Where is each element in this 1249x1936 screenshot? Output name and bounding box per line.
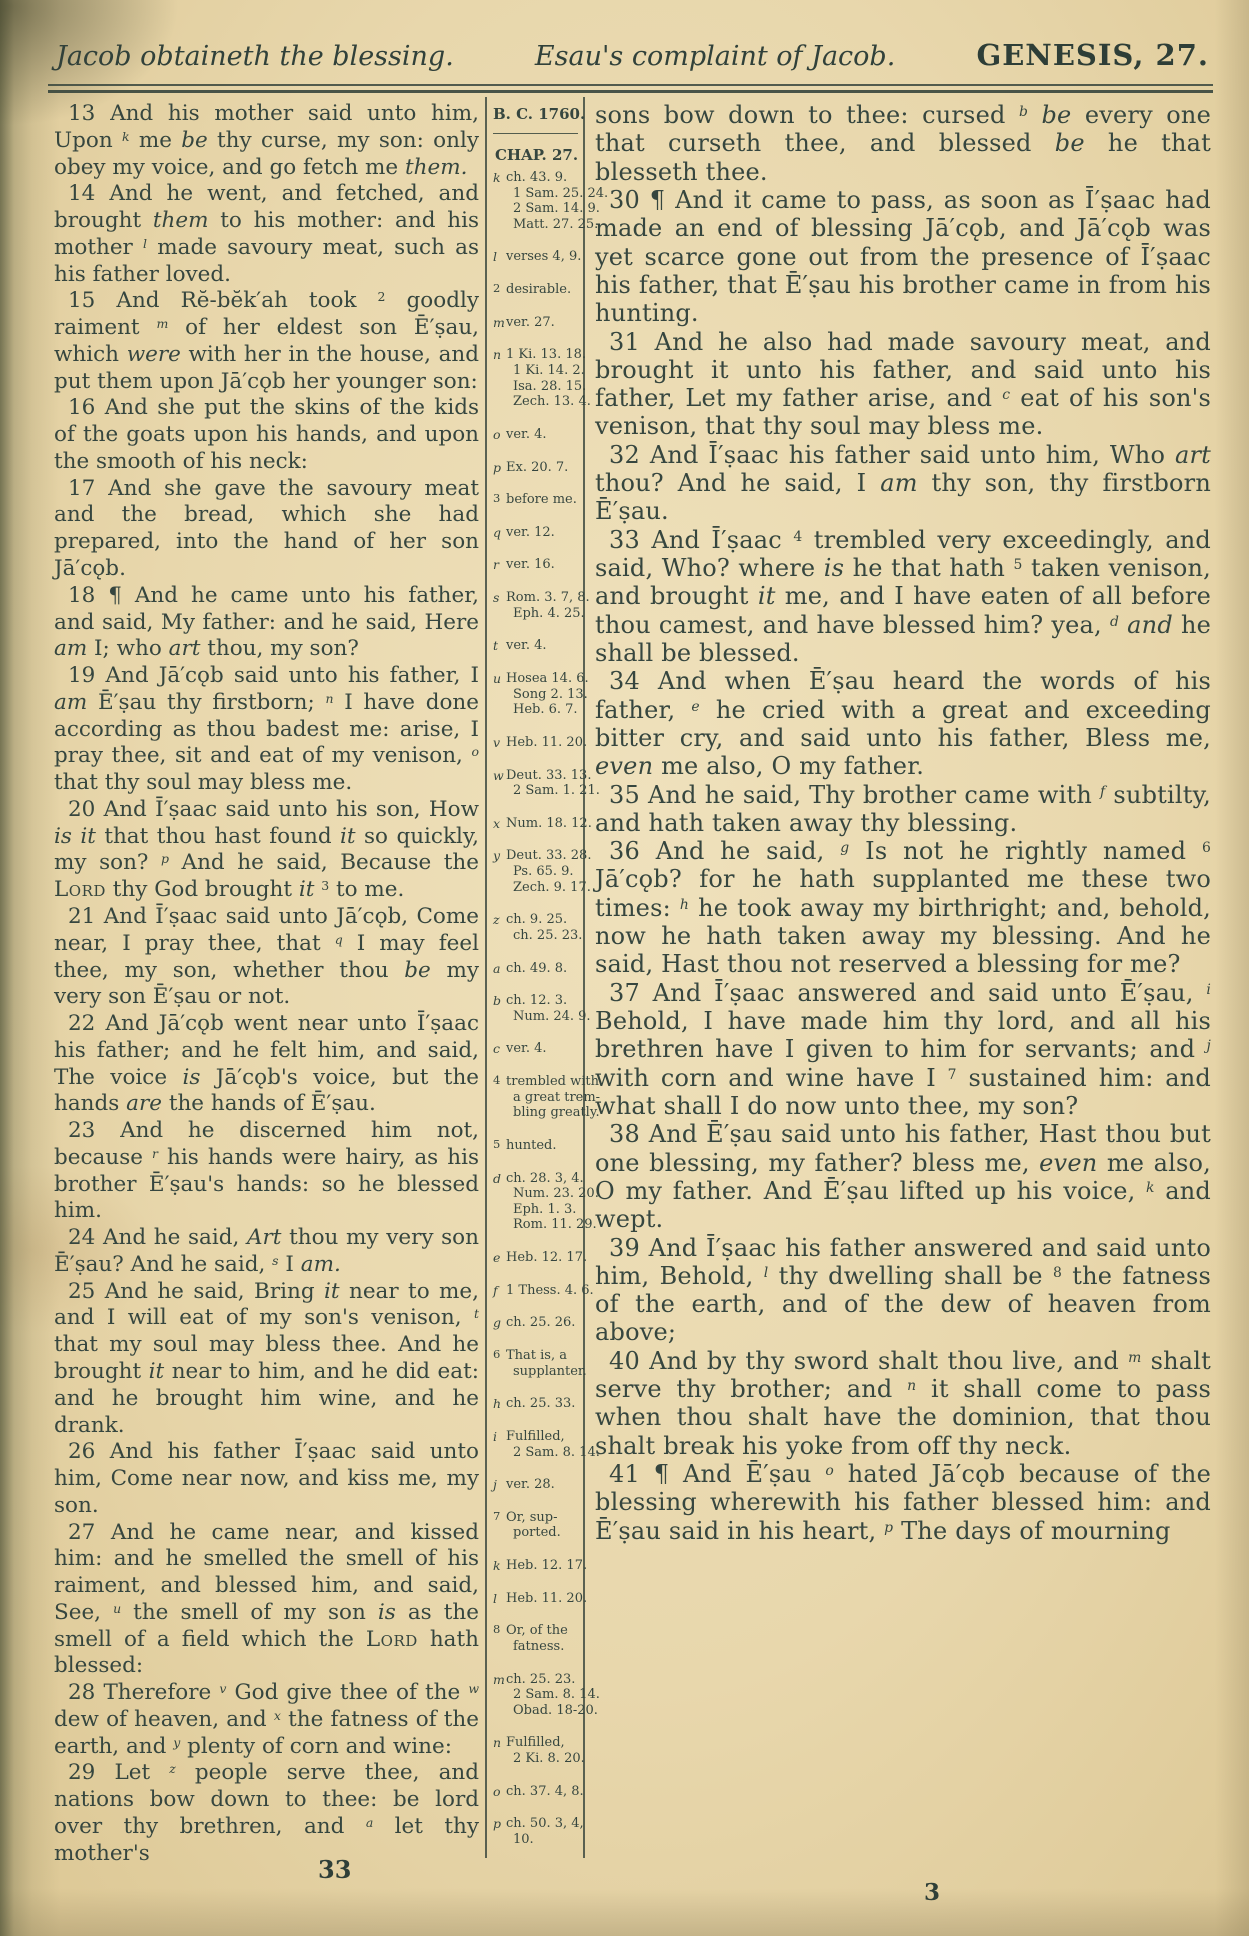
reference-mark: s [272,1252,279,1268]
reference-text: Ex. 20. 7. [506,459,569,475]
text-segment: is it [54,823,96,849]
reference-mark: l [143,235,148,251]
verse-number: 19 [68,663,106,689]
reference-entry-r [493,557,580,573]
reference-entry-8 [493,1623,580,1654]
verse-18: 18 ¶ And he came unto his father, and said, My father: and he said, Here am I; who art thou, my son? [54,582,479,662]
reference-mark: n [325,690,334,706]
text-segment: it [298,877,315,903]
reference-mark: 6 [1201,840,1211,857]
verse-number: 18 [68,582,109,608]
verse-26: 26 And his father Ī′ṣaac said unto him, Come near now, and kiss me, my son. [54,1439,479,1518]
verse-number: 38 [609,1120,649,1149]
reference-marker: e [493,1250,501,1266]
reference-text: Heb. 12. 17. [506,1558,588,1574]
text-segment: it [148,1358,165,1384]
left-text-column [48,97,485,1866]
verse-39: 39 And Ī′ṣaac his father answered and said unto him, Behold, $^l$ thy dwelling shall be $^8$ the fatness of the earth, and of the dew of heaven from above; [595,1233,1211,1347]
reference-text: ver. 4. [506,1041,547,1057]
verse-34: 34 And when Ē′ṣau heard the words of his father, $^e$ he cried with a great and exceeding bitter cry, and said unto his father, Bless me, even me also, O my father. [595,667,1211,781]
reference-list [493,170,609,1848]
reference-entry-c [493,1041,580,1057]
reference-text: Fulfilled, 2 Ki. 8. 20. [506,1735,585,1767]
reference-marker: l [493,1590,497,1606]
text-segment: am. [300,1251,341,1277]
text-segment: even [595,752,654,781]
reference-marker: p [493,1816,502,1832]
text-segment: be [404,957,431,983]
reference-marker: 4 [493,1073,501,1088]
reference-entry-l [493,1590,588,1607]
reference-text: Rom. 3. 7, 8. Eph. 4. 25. [506,590,590,621]
reference-mark: v [219,1680,227,1696]
reference-entry-2 [493,282,580,298]
verse-number: 39 [609,1233,649,1262]
verse-31: 31 And he also had made savoury meat, and brought it unto his father, and said unto his father, Let my father arise, and $^c$ eat of his son's venison, that thy soul may bless me. [595,327,1211,441]
reference-marker: s [493,590,500,606]
reference-mark: m [156,315,169,331]
text-segment: Lord [54,877,106,903]
verse-24: 24 And he said, Art thou my very son Ē′ṣau? And he said, $^s$ I am. [54,1225,479,1277]
text-segment: am [54,636,88,662]
reference-mark: 2 [377,289,386,305]
reference-text: ver. 27. [506,314,555,330]
verse-number: 41 [609,1460,654,1488]
reference-entry-e [493,1250,588,1266]
reference-mark: 5 [1013,557,1023,574]
reference-marker: k [493,170,501,185]
text-segment: it [324,1278,340,1304]
reference-mark: k [121,128,130,144]
reference-text: Deut. 33. 28. Ps. 65. 9. Zech. 9. 17. [506,848,592,895]
reference-entry-n [493,1735,585,1767]
reference-text: ch. 25. 33. [506,1396,576,1412]
verse-20: 20 And Ī′ṣaac said unto his son, How is it that thou hast found it so quickly, my son? $^p$ And he said, Because the Lord thy God brought it $^3$ to me. [54,796,480,903]
verse-number: 36 [609,837,656,866]
reference-text: ver. 4. [506,638,547,654]
verse-number: 15 [68,288,117,314]
reference-entry-u [493,671,589,718]
reference-mark: x [273,1707,281,1723]
reference-mark: f [1100,783,1106,800]
reference-mark: k [1146,1179,1155,1196]
verse-36: 36 And he said, $^g$ Is not he rightly named $^6$ Jā′cǫb? for he hath supplanted me these two times: $^h$ he took away my birthright; and, behold, now he hath taken away my blessing. And he said, Hast thou not reserved a blessing for me? [595,837,1211,979]
reference-mark: p [161,851,169,867]
verse-33: 33 And Ī′ṣaac $^4$ trembled very exceedingly, and said, Who? where is he that hath $^5$ taken venison, and brought it me, and I have eaten of all before thou camest, and have blessed him? yea, $^d$ and he shall be blessed. [595,525,1212,667]
reference-text: That is, a supplanter. [506,1348,587,1379]
verse-number: 28 [68,1680,104,1706]
reference-mark: i [1206,981,1211,998]
reference-text: Deut. 33. 13. 2 Sam. 1. 21. [506,767,600,799]
reference-entry-z [493,912,583,943]
chapter-heading: CHAP. 27. [494,146,579,164]
reference-text: ver. 28. [506,1477,555,1493]
reference-entry-x [493,815,592,832]
reference-text: 1 Thess. 4. 6. [506,1282,594,1298]
reference-mark: y [173,1734,181,1750]
verse-number: 21 [68,903,104,929]
reference-text: ch. 37. 4, 8. [506,1783,584,1799]
reference-marker: t [493,638,499,654]
text-segment: it [757,582,776,611]
text-segment: and [1119,610,1173,639]
reference-mark: 7 [947,1066,957,1083]
verse-number: 20 [68,796,104,822]
reference-entry-v [493,734,588,751]
page-number-right: 3 [924,1879,941,1906]
reference-entry-o [493,427,580,443]
verse-number: 23 [68,1118,121,1144]
reference-mark: g [840,840,850,857]
verse-number: 26 [68,1439,110,1465]
verse-38: 38 And Ē′ṣau said unto his father, Hast thou but one blessing, my father? bless me, even me also, O my father. And Ē′ṣau lifted up his voice, $^k$ and wept. [595,1120,1212,1234]
reference-marker: k [493,1558,501,1574]
reference-text: verses 4, 9. [506,249,582,265]
verse-41: 41 ¶ And Ē′ṣau $^o$ hated Jā′cǫb because of the blessing wherewith his father blessed him: and Ē′ṣau said in his heart, $^p$ The days of mourning [595,1460,1211,1545]
reference-text: trembled with a great trem- bling greatly. [506,1074,601,1121]
reference-mark: p [884,1519,894,1536]
reference-marker: a [493,960,501,976]
reference-entry-d [493,1170,599,1233]
verse-number: 16 [68,395,105,421]
text-segment: Art [247,1225,282,1251]
reference-marker: u [493,671,502,687]
reference-entry-m [493,315,580,331]
running-head-center: Esau's complaint of Jacob. [534,41,896,72]
reference-marker: m [493,1671,505,1687]
reference-text: ch. 28. 3, 4. Num. 23. 20. Eph. 1. 3. Rom. 11. 29. [506,1170,599,1233]
verse-17: 17 And she gave the savoury meat and the bread, which she had prepared, into the hand of her son Jā′cǫb. [54,475,479,582]
reference-text: Num. 18. 12. [506,815,592,831]
reference-marker: d [493,1170,502,1186]
reference-text: ch. 49. 8. [506,960,568,976]
reference-marker: m [493,314,505,330]
reference-mark: n [907,1378,917,1395]
reference-mark: t [473,1306,479,1322]
reference-marker: h [493,1396,502,1412]
reference-text: hunted. [506,1137,557,1153]
reference-mark: b [1018,104,1029,121]
verse-number: 30 [609,185,650,214]
reference-entry-l [493,249,580,265]
reference-text: before me. [506,492,577,508]
verse-32: 32 And Ī′ṣaac his father said unto him, Who art thou? And he said, I am thy son, thy firstborn Ē′ṣau. [595,440,1211,526]
reference-marker: z [493,912,500,928]
reference-text: Heb. 11. 20. [506,1590,588,1606]
reference-marker: j [493,1477,497,1493]
reference-text: ver. 16. [506,557,555,573]
reference-marker: p [493,459,502,475]
text-segment: it [340,823,356,849]
reference-marker: x [493,815,501,831]
verse-27: 27 And he came near, and kissed him: and he smelled the smell of his raiment, and blessed him, and said, See, $^u$ the smell of my son is as the smell of a field which the Lord hath blessed: [54,1519,480,1679]
reference-mark: m [1128,1349,1142,1366]
text-segment: is [182,1064,201,1090]
verse-40: 40 And by thy sword shalt thou live, and $^m$ shalt serve thy brother; and $^n$ it shall come to pass when thou shalt have the dominion, that thou shalt break his yoke from off thy neck. [595,1346,1211,1460]
verse-number: 14 [68,181,110,207]
reference-entry-w [493,767,600,799]
text-segment: am [54,689,88,715]
text-columns [48,97,1213,1866]
reference-marker: 6 [493,1347,501,1361]
reference-text: Hosea 14. 6. Song 2. 13. Heb. 6. 7. [506,671,589,718]
reference-text: ver. 12. [506,524,555,540]
reference-column [485,97,609,1858]
verse-continuation: sons bow down to thee: cursed $^b$ be every one that curseth thee, and blessed be he that blesseth thee. [595,101,1211,186]
reference-entry-t [493,638,580,654]
reference-entry-m [493,1671,600,1719]
reference-entry-h [493,1396,580,1412]
reference-text: ch. 25. 23. 2 Sam. 8. 14. Obad. 18-20. [506,1671,600,1718]
verse-number: 35 [609,780,648,809]
reference-text: ch. 25. 26. [506,1315,576,1331]
reference-entry-n [493,347,591,410]
reference-text: Or, of the fatness. [506,1623,568,1654]
reference-mark: j [1206,1038,1211,1055]
reference-marker: 2 [493,281,501,296]
reference-mark: z [169,1761,176,1777]
verse-number: 33 [609,525,652,554]
verse-number: 25 [68,1278,105,1304]
reference-marker: r [493,557,499,573]
text-segment: is [377,1599,396,1625]
reference-mark: 3 [321,877,330,893]
reference-mark: d [1109,613,1120,630]
reference-marker: c [493,1041,501,1057]
reference-mark: o [825,1463,834,1480]
reference-marker: 8 [493,1622,501,1637]
reference-entry-p [493,460,580,476]
verse-29: 29 Let $^z$ people serve thee, and nations bow down to thee: be lord over thy brethren, and $^a$ let thy mother's [54,1760,479,1866]
reference-marker: q [493,524,502,540]
reference-mark: h [679,896,690,913]
reference-marker: w [493,767,504,783]
verse-22: 22 And Jā′cǫb went near unto Ī′ṣaac his father; and he felt him, and said, The voice is Jā′cǫb's voice, but the hands are the hands of Ē′ṣau. [54,1011,480,1117]
header-rule [48,84,1213,93]
reference-entry-k [493,170,609,232]
reference-mark: r [152,1145,158,1161]
reference-marker: n [493,347,502,363]
reference-mark: o [471,744,479,760]
verse-number: 31 [609,327,655,356]
verse-number: 22 [68,1011,106,1037]
reference-entry-7 [493,1510,580,1541]
verse-number: 27 [68,1519,111,1545]
text-segment: be [181,127,208,153]
reference-mark: w [468,1680,479,1696]
reference-text: 1 Ki. 13. 18. 1 Ki. 14. 2. Isa. 28. 15. Zech. 13. 4. [506,347,591,410]
reference-mark: q [334,931,343,947]
reference-text: ch. 9. 25. ch. 25. 23. [506,912,583,943]
verse-23: 23 And he discerned him not, because $^r$ his hands were hairy, as his brother Ē′ṣau's hands: so he blessed him. [54,1118,479,1224]
reference-entry-k [493,1558,588,1574]
right-text-column [585,97,1213,1858]
verse-15: 15 And Rĕ-bĕk′ah took $^2$ goodly raiment $^m$ of her eldest son Ē′ṣau, which were with her in the house, and put them upon Jā′cǫb her younger son: [54,288,479,394]
reference-entry-s [493,590,590,621]
reference-text: ver. 4. [506,426,547,442]
text-segment: even [1039,1148,1098,1177]
reference-marker: g [493,1315,502,1331]
reference-entry-5 [493,1138,580,1154]
verse-28: 28 Therefore $^v$ God give thee of the $^w$ dew of heaven, and $^x$ the fatness of the earth, and $^y$ plenty of corn and wine: [54,1680,480,1759]
verse-37: 37 And Ī′ṣaac answered and said unto Ē′ṣau, $^i$ Behold, I have made him thy lord, and all his brethren have I given to him for servants; and $^j$ with corn and wine have I $^7$ sustained him: and what shall I do now unto thee, my son? [595,978,1211,1120]
reference-entry-a [493,961,580,977]
reference-entry-g [493,1315,580,1331]
reference-text: Heb. 12. 17. [506,1250,588,1266]
reference-mark: a [365,1814,374,1830]
running-head-left: Jacob obtaineth the blessing. [56,41,454,72]
reference-mark: 4 [793,528,803,545]
reference-entry-p [493,1816,584,1847]
reference-entry-i [493,1428,600,1460]
reference-marker: i [493,1428,497,1444]
reference-entry-b [493,993,591,1024]
reference-entry-6 [493,1347,587,1379]
reference-marker: y [493,848,501,864]
verse-13: 13 And his mother said unto him, Upon $^k$ me be thy curse, my son: only obey my voice, and go fetch me them. [54,101,479,180]
verse-number: 34 [609,667,658,696]
text-segment: were [126,341,181,367]
reference-text: Or, sup- ported. [506,1509,561,1541]
text-segment: is [823,554,845,582]
verse-21: 21 And Ī′ṣaac said unto Jā′cǫb, Come near, I pray thee, that $^q$ I may feel thee, my son, whether thou be my very son Ē′ṣau or not. [54,903,479,1010]
reference-marker: 5 [493,1136,501,1151]
reference-text: Fulfilled, 2 Sam. 8. 14. [506,1428,600,1460]
reference-mark: c [1002,387,1011,404]
verse-19: 19 And Jā′cǫb said unto his father, I am Ē′ṣau thy firstborn; $^n$ I have done according as thou badest me: arise, I pray thee, sit and eat of my venison, $^o$ that thy soul may bless me. [54,663,479,796]
reference-mark: u [113,1600,122,1616]
verse-number: 40 [609,1346,650,1375]
page-number-left: 33 [318,1855,352,1884]
verse-number: 32 [609,440,650,469]
reference-marker: l [493,249,497,265]
reference-marker: 7 [493,1508,501,1523]
text-segment: be [1028,101,1072,129]
verse-number: 17 [68,475,109,501]
reference-text: ch. 43. 9. 1 Sam. 25. 24. 2 Sam. 14. 9. Matt. 27. 25. [506,170,609,232]
verse-number: 37 [609,978,653,1007]
reference-marker: v [493,734,501,750]
reference-entry-o [493,1783,584,1800]
reference-mark: e [691,698,700,715]
reference-marker: o [493,1783,501,1799]
text-segment: them. [404,154,468,180]
verse-16: 16 And she put the skins of the kids of the goats upon his hands, and upon the smooth of his neck: [54,395,479,474]
reference-entry-f [493,1282,594,1299]
reference-marker: 3 [493,491,501,506]
reference-column-rule [493,133,578,134]
bc-date: B. C. 1760. [493,105,586,123]
reference-marker: b [493,993,502,1009]
verse-35: 35 And he said, Thy brother came with $^f$ subtilty, and hath taken away thy blessing. [595,780,1211,837]
reference-marker: o [493,426,501,442]
reference-mark: 8 [1052,1264,1062,1281]
text-segment: art [1174,440,1211,469]
reference-entry-y [493,848,592,895]
reference-text: desirable. [506,282,572,298]
page-heading: GENESIS, 27. [976,38,1209,72]
reference-text: Heb. 11. 20. [506,734,588,750]
verse-number: 29 [68,1760,115,1786]
reference-entry-q [493,525,580,541]
reference-marker: n [493,1735,502,1751]
verse-number: 13 [68,101,111,126]
reference-entry-4 [493,1073,601,1121]
verse-14: 14 And he went, and fetched, and brought them to his mother: and his mother $^l$ made savoury meat, such as his father loved. [54,181,479,287]
reference-text: ch. 12. 3. Num. 24. 9. [506,993,591,1024]
reference-entry-j [493,1477,580,1493]
reference-text: ch. 50. 3, 4, 10. [506,1816,584,1847]
text-segment: Lord [365,1626,418,1652]
reference-entry-3 [493,492,580,508]
text-segment: am [880,469,918,498]
verse-number: 24 [68,1225,104,1251]
verse-30: 30 ¶ And it came to pass, as soon as Ī′ṣaac had made an end of blessing Jā′cǫb, and Jā′cǫb was yet scarce gone out from the presence of Ī′ṣaac his father, that Ē′ṣau his brother came in from his hunting. [595,185,1211,328]
reference-mark: l [763,1264,769,1281]
reference-marker: f [493,1282,498,1298]
verse-25: 25 And he said, Bring it near to me, and I will eat of my son's venison, $^t$ that my soul may bless thee. And he brought it near to him, and he did eat: and he brought him wine, and he drank. [54,1278,479,1438]
text-segment: be [1054,129,1085,158]
text-segment: them [152,208,209,234]
text-segment: art [168,636,201,662]
text-segment: are [126,1091,162,1117]
running-head [56,38,1209,72]
